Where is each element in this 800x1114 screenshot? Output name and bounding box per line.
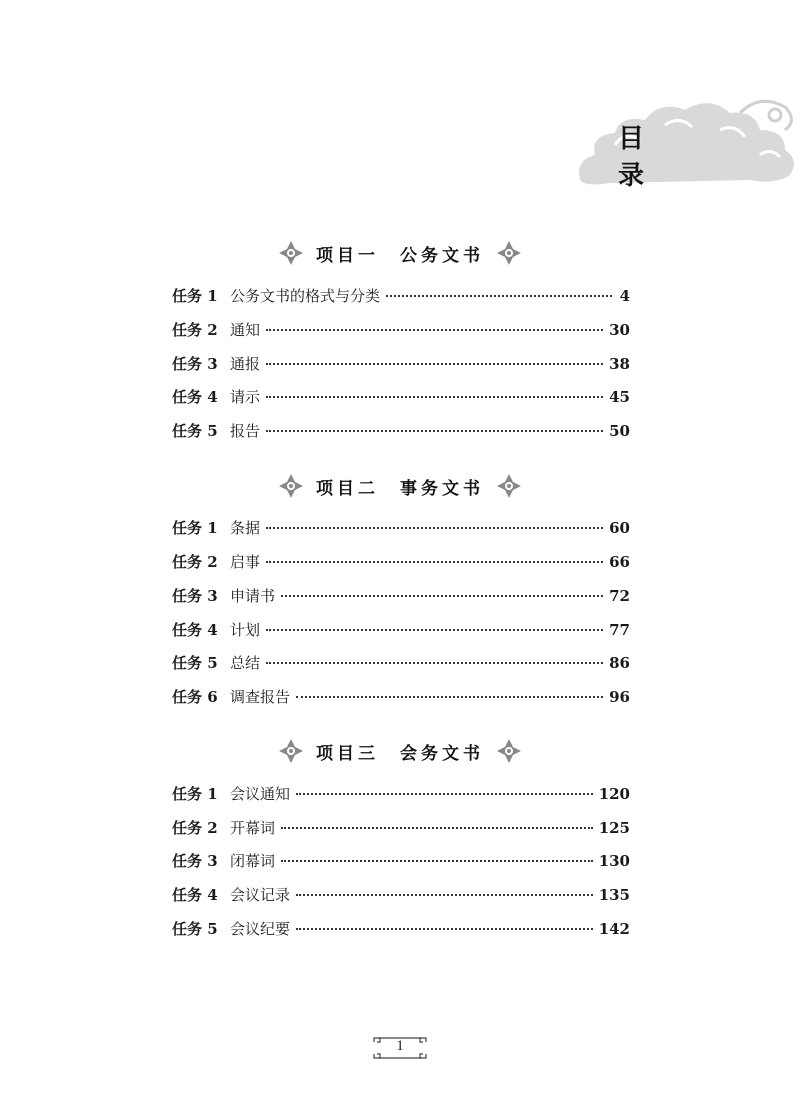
ornament-right-icon xyxy=(496,738,522,764)
toc-entry[interactable] xyxy=(172,619,630,645)
task-name: 会议记录 xyxy=(230,886,291,904)
page-number: 77 xyxy=(609,621,630,639)
leader-dots xyxy=(266,430,603,432)
toc-entry[interactable] xyxy=(172,783,630,809)
task-name: 公务文书的格式与分类 xyxy=(230,287,381,305)
task-number: 任务 5 xyxy=(172,654,218,672)
task-number: 任务 2 xyxy=(172,819,218,837)
section-title: 项目二 事务文书 xyxy=(316,478,484,499)
leader-dots xyxy=(296,928,593,930)
task-name: 会议纪要 xyxy=(230,920,291,938)
leader-dots xyxy=(281,860,593,862)
task-name: 请示 xyxy=(230,388,261,406)
section-title: 项目三 会务文书 xyxy=(316,743,484,764)
task-name: 开幕词 xyxy=(230,819,276,837)
page-number: 135 xyxy=(598,886,630,904)
task-number: 任务 3 xyxy=(172,587,218,605)
toc-entry[interactable] xyxy=(172,386,630,412)
task-number: 任务 2 xyxy=(172,553,218,571)
leader-dots xyxy=(281,827,593,829)
toc-entry[interactable] xyxy=(172,884,630,910)
leader-dots xyxy=(266,527,603,529)
task-name: 闭幕词 xyxy=(230,852,276,870)
toc-entry[interactable] xyxy=(172,551,630,577)
page-number: 96 xyxy=(609,688,630,706)
page-number: 142 xyxy=(598,920,630,938)
footer-page-number: 1 xyxy=(396,1038,404,1054)
page-number: 120 xyxy=(598,785,630,803)
task-name: 通知 xyxy=(230,321,261,339)
toc-entry[interactable] xyxy=(172,285,630,311)
page-number: 60 xyxy=(609,519,630,537)
leader-dots xyxy=(266,561,603,563)
leader-dots xyxy=(296,894,593,896)
ornament-right-icon xyxy=(496,240,522,266)
leader-dots xyxy=(266,629,603,631)
task-name: 申请书 xyxy=(230,587,276,605)
page-number: 86 xyxy=(609,654,630,672)
task-name: 条据 xyxy=(230,519,261,537)
task-number: 任务 2 xyxy=(172,321,218,339)
ornament-left-icon xyxy=(278,240,304,266)
toc-entry[interactable] xyxy=(172,319,630,345)
leader-dots xyxy=(266,662,603,664)
section-title: 项目一 公务文书 xyxy=(316,245,484,266)
toc-entry[interactable] xyxy=(172,850,630,876)
task-number: 任务 3 xyxy=(172,355,218,373)
section-heading xyxy=(0,473,800,499)
toc-entry[interactable] xyxy=(172,353,630,379)
task-number: 任务 4 xyxy=(172,886,218,904)
task-number: 任务 4 xyxy=(172,621,218,639)
task-name: 会议通知 xyxy=(230,785,291,803)
page-number: 125 xyxy=(598,819,630,837)
task-name: 计划 xyxy=(230,621,261,639)
task-name: 通报 xyxy=(230,355,261,373)
task-name: 启事 xyxy=(230,553,261,571)
page-number: 30 xyxy=(609,321,630,339)
task-number: 任务 5 xyxy=(172,422,218,440)
leader-dots xyxy=(386,295,612,297)
leader-dots xyxy=(296,793,593,795)
task-number: 任务 5 xyxy=(172,920,218,938)
task-name: 报告 xyxy=(230,422,261,440)
task-number: 任务 1 xyxy=(172,785,218,803)
task-number: 任务 1 xyxy=(172,519,218,537)
task-number: 任务 4 xyxy=(172,388,218,406)
section-heading xyxy=(0,738,800,764)
toc-entry[interactable] xyxy=(172,652,630,678)
toc-entry[interactable] xyxy=(172,585,630,611)
ornament-right-icon xyxy=(496,473,522,499)
page-number: 66 xyxy=(609,553,630,571)
toc-entry[interactable] xyxy=(172,918,630,944)
page-number: 130 xyxy=(598,852,630,870)
section-heading xyxy=(0,240,800,266)
page-number: 50 xyxy=(609,422,630,440)
leader-dots xyxy=(296,696,603,698)
task-number: 任务 1 xyxy=(172,287,218,305)
ornament-left-icon xyxy=(278,473,304,499)
page-number: 45 xyxy=(609,388,630,406)
toc-entry[interactable] xyxy=(172,420,630,446)
ornament-left-icon xyxy=(278,738,304,764)
task-name: 调查报告 xyxy=(230,688,291,706)
toc-entry[interactable] xyxy=(172,517,630,543)
leader-dots xyxy=(266,329,603,331)
leader-dots xyxy=(266,396,603,398)
task-name: 总结 xyxy=(230,654,261,672)
task-number: 任务 3 xyxy=(172,852,218,870)
leader-dots xyxy=(281,595,603,597)
page-title: 目 录 xyxy=(618,124,667,191)
toc-entry[interactable] xyxy=(172,817,630,843)
page-number: 38 xyxy=(609,355,630,373)
toc-entry[interactable] xyxy=(172,686,630,712)
page-number: 4 xyxy=(619,287,630,305)
task-number: 任务 6 xyxy=(172,688,218,706)
page-number: 72 xyxy=(609,587,630,605)
leader-dots xyxy=(266,363,603,365)
